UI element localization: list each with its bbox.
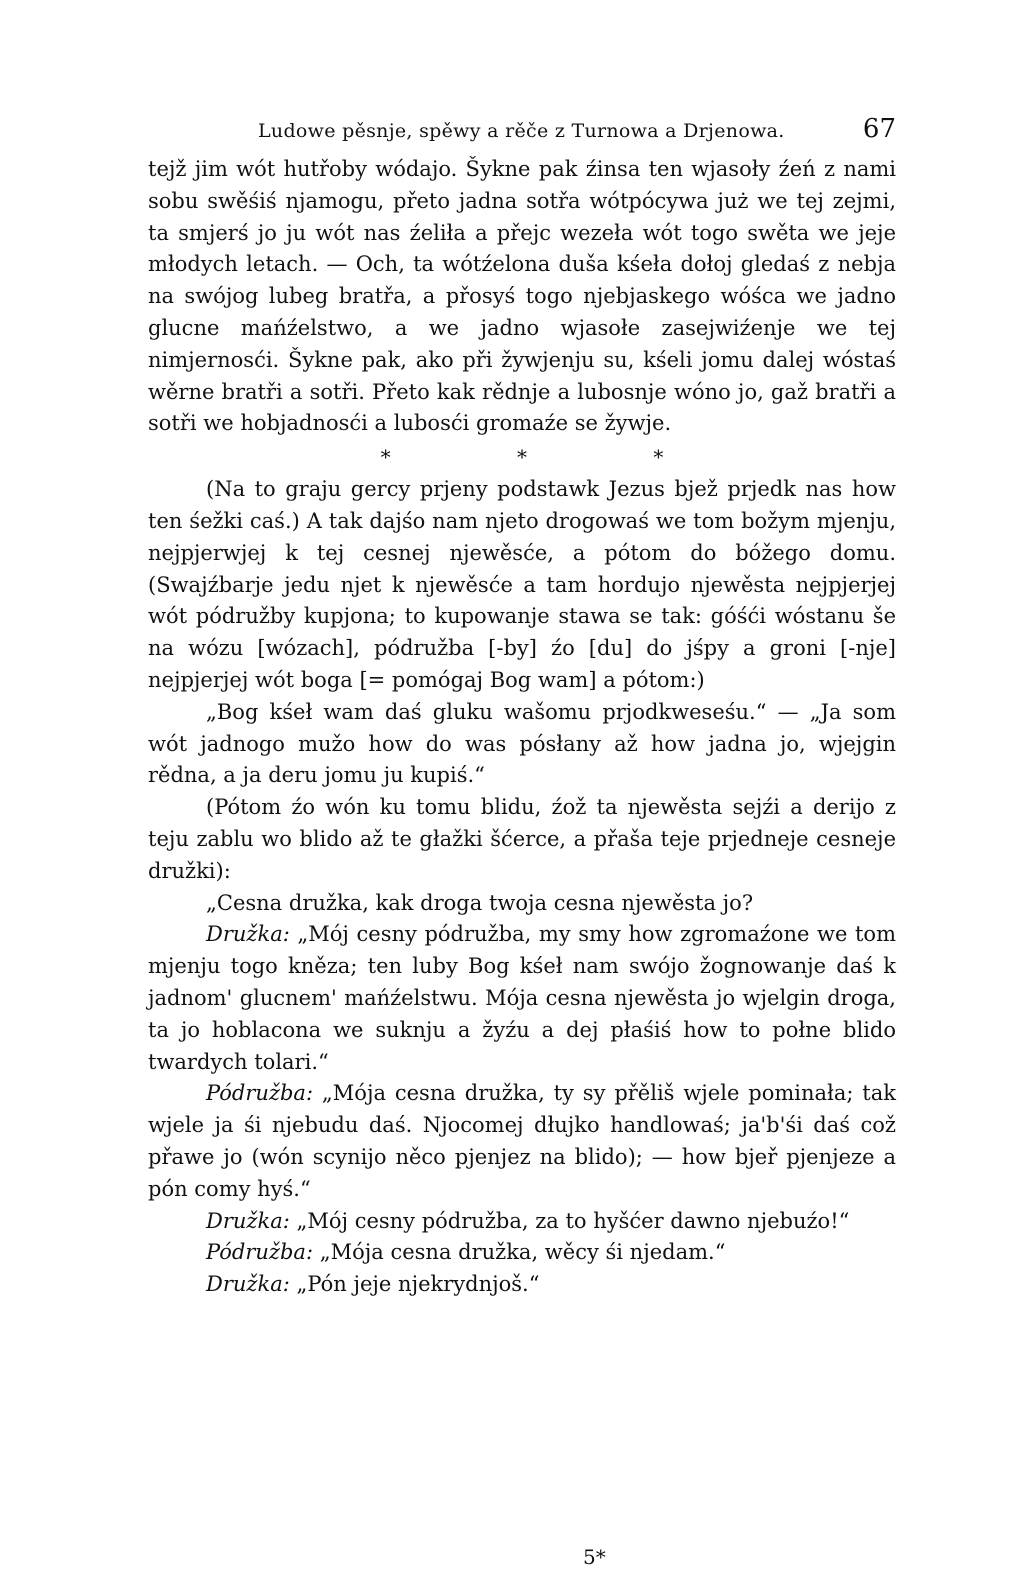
speech-text: „Mój cesny pódružba, my smy how zgromaźone we tom mjenju togo kněza; ten luby Bog kśeł nam swójo žognowanje daś k jadnom' glucnem' mańźelstwu. Mója cesna njewěsta jo wjelgin droga, ta jo hoblacona we suknju a žyźu a dej płaśiś how to połne blido twardych tolari.“ — [148, 922, 896, 1074]
book-page — [148, 112, 896, 1301]
body-text — [148, 154, 896, 1301]
paragraph-6 — [148, 919, 896, 1078]
paragraph-8 — [148, 1206, 896, 1238]
paragraph-10 — [148, 1269, 896, 1301]
paragraph-7 — [148, 1078, 896, 1205]
speaker-label: Družka: — [206, 1272, 290, 1297]
speaker-label: Pódružba: — [206, 1081, 314, 1106]
paragraph-4: (Pótom źo wón ku tomu blidu, źož ta njewěsta sejźi a derijo z teju zablu wo blido až te głažki šćerce, a přaša teje prjedneje cesneje družki): — [148, 795, 896, 883]
speaker-label: Pódružba: — [206, 1240, 314, 1265]
paragraph-5: „Cesna družka, kak droga twoja cesna njewěsta jo? — [206, 890, 754, 915]
paragraph-3: „Bog kśeł wam daś gluku wašomu prjodkweseśu.“ — „Ja som wót jadnogo mužo how do was pósłany až how jadna jo, wjejgin rědna, a ja deru jomu ju kupiś.“ — [148, 699, 896, 788]
speaker-label: Družka: — [206, 922, 290, 947]
paragraph-9 — [148, 1237, 896, 1269]
speaker-label: Družka: — [206, 1208, 290, 1233]
paragraph-2: (Na to graju gercy prjeny podstawk Jezus bjež prjedk nas how ten śežki caś.) A tak dajśo nam njeto drogowaś we tom božym mjenju, nejpjerwjej k tej cesnej njewěsće, a pótom do bóžego domu. (Swajźbarje jedu njet k njewěsće a tam hordujo njewěsta nejpjerjej wót pódružby kupjona; to kupowanje stawa se tak: góśći wóstanu še na wózu [wózach], pódružba [-by] źo [du] do jśpy a groni [-nje] nejpjerjej wót boga [= pomógaj Bog wam] a pótom:) — [148, 477, 896, 692]
page-number: 67 — [862, 114, 896, 144]
speech-text: „Mój cesny pódružba, za to hyšćer dawno njebuźo!“ — [296, 1208, 850, 1233]
paragraph-1: tejž jim wót hutřoby wódajo. Šykne pak źinsa ten wjasoły źeń z nami sobu swěśiś njamogu, přeto jadna sotřa wótpócywa już we tej zejmi, ta smjerś jo ju wót nas źeliła a přejc wezeła wót togo swěta we jeje młodych letach. — Och, ta wótźelona duša kśeła dołoj gledaś z nebja na swójog lubeg bratřa, a přosyś togo njebjaskego wóśca we jadno glucne mańźelstwo, a we jadno wjasołe zasejwiźenje we tej nimjernosći. Šykne pak, ako při žywjenju su, kśeli jomu dalej wóstaś wěrne bratři a sotři. Přeto kak rědnje a lubosnje wóno jo, gaž bratři a sotři we hobjadnosći a lubosći gromaźe se žywje. — [148, 157, 896, 436]
speech-text: „Pón jeje njekrydnjoš.“ — [296, 1272, 540, 1297]
speech-text: „Mója cesna družka, ty sy přěliš wjele pominała; tak wjele ja śi njebudu daś. Njocomej dłujko handlowaś; ja'b'śi daś což přawe jo (wón scynijo něco pjenjez na blido); — how bjeř pjenjeze a pón comy hyś.“ — [148, 1081, 896, 1201]
running-title: Ludowe pěsnje, spěwy a rěče z Turnowa a Drjenowa. — [258, 120, 785, 142]
page-header — [148, 112, 896, 154]
signature-mark: 5* — [583, 1545, 606, 1569]
section-break-stars: * * * — [380, 445, 724, 470]
speech-text: „Mója cesna družka, wěcy śi njedam.“ — [319, 1240, 726, 1265]
